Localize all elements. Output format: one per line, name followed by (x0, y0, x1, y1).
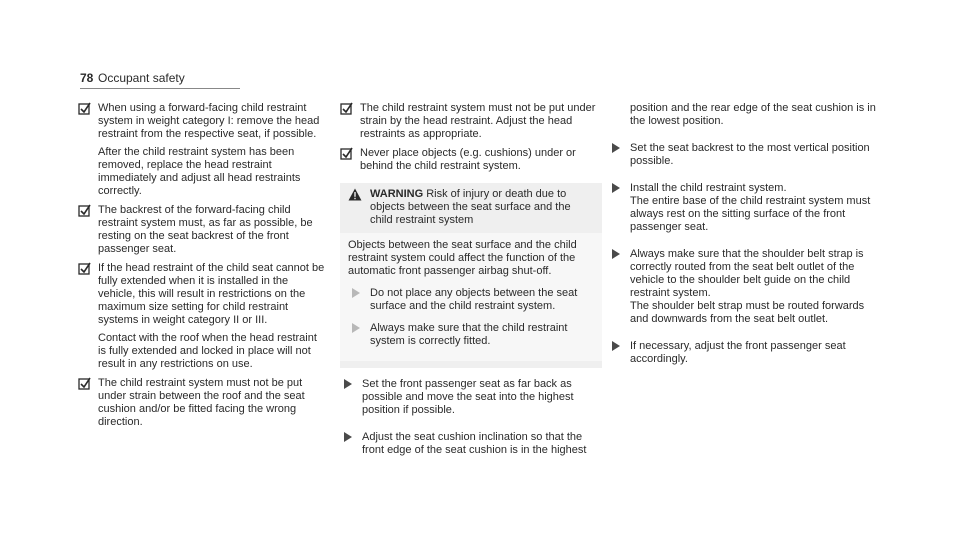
check-item (340, 147, 602, 173)
check-item (340, 102, 602, 141)
section-title: Occupant safety (98, 71, 185, 85)
arrow-right-icon (352, 323, 360, 333)
step-text: The entire base of the child restraint system must always rest on the sitting surface of the front passenger seat. (630, 195, 871, 233)
warning-title: WARNING (370, 188, 424, 200)
arrow-right-icon (352, 288, 360, 298)
warning-step-text: Always make sure that the child restraint system is correctly fitted. (370, 322, 568, 347)
column-2 (340, 102, 602, 471)
step-text: Set the front passenger seat as far back as possible and move the seat into the highest position if possible. (362, 378, 574, 416)
warning-triangle-icon (348, 188, 362, 201)
check-item (78, 262, 326, 371)
checkbox-icon (78, 204, 91, 217)
page-number: 78 (80, 71, 94, 85)
step-text: If necessary, adjust the front passenger seat accordingly. (630, 340, 846, 365)
instruction-step (340, 431, 602, 457)
step-text: Adjust the seat cushion inclination so that the front edge of the seat cushion is in the highest (362, 431, 587, 456)
arrow-right-icon (612, 183, 620, 193)
check-item-text: The child restraint system must not be put under strain between the roof and the seat cushion and/or be fitted facing the wrong direction. (98, 377, 305, 428)
warning-header (348, 188, 596, 227)
check-item-text: Contact with the roof when the head restraint is fully extended and locked in place will not result in any restrictions on use. (98, 332, 317, 370)
arrow-right-icon (344, 379, 352, 389)
warning-step-text: Do not place any objects between the seat surface and the child restraint system. (370, 287, 578, 312)
instruction-step (340, 378, 602, 417)
check-item-text: After the child restraint system has been removed, replace the head restraint immediately and adjust all head restraints correctly. (98, 146, 301, 197)
instruction-step (608, 182, 876, 234)
column-3 (608, 102, 876, 380)
instruction-step (608, 340, 876, 366)
check-item-text: The child restraint system must not be put under strain by the head restraint. Adjust the head restraints as appropriate. (360, 102, 596, 140)
header-rule (80, 88, 240, 89)
checkbox-icon (78, 102, 91, 115)
check-item (78, 204, 326, 256)
step-text: Set the seat backrest to the most vertical position possible. (630, 142, 870, 167)
warning-body (340, 233, 602, 361)
column-1 (78, 102, 326, 435)
warning-headline: Risk of injury or death due to objects between the seat surface and the child restraint system (370, 188, 571, 226)
check-item (78, 377, 326, 429)
check-item-text: Never place objects (e.g. cushions) under or behind the child restraint system. (360, 147, 576, 172)
arrow-right-icon (344, 432, 352, 442)
check-item (78, 102, 326, 198)
step-text: Always make sure that the shoulder belt strap is correctly routed from the seat belt outlet of the vehicle to the shoulder belt guide on the child restraint system. (630, 248, 864, 299)
check-item-text: The backrest of the forward-facing child restraint system must, as far as possible, be resting on the seat backrest of the front passenger seat. (98, 204, 313, 255)
checkbox-icon (78, 377, 91, 390)
page-header (80, 72, 720, 88)
check-item-text: If the head restraint of the child seat cannot be fully extended when it is installed in the vehicle, this will result in restrictions on the maximum size setting for child restraint systems in weight category II or III. (98, 262, 325, 326)
continued-step-text: position and the rear edge of the seat cushion is in the lowest position. (630, 102, 876, 127)
arrow-right-icon (612, 341, 620, 351)
checkbox-icon (78, 262, 91, 275)
check-item-text: When using a forward-facing child restraint system in weight category I: remove the head restraint from the respective seat, if possible. (98, 102, 320, 140)
arrow-right-icon (612, 143, 620, 153)
warning-box (340, 183, 602, 368)
step-text: The shoulder belt strap must be routed forwards and downwards from the seat belt outlet. (630, 300, 865, 325)
checkbox-icon (340, 102, 353, 115)
arrow-right-icon (612, 249, 620, 259)
checkbox-icon (340, 147, 353, 160)
warning-text: Objects between the seat surface and the child restraint system could affect the function of the automatic front passenger airbag shut-off. (348, 239, 577, 277)
step-text: Install the child restraint system. (630, 182, 787, 194)
warning-step (348, 322, 594, 348)
instruction-step (608, 248, 876, 326)
instruction-step (608, 142, 876, 168)
warning-step (348, 287, 594, 313)
